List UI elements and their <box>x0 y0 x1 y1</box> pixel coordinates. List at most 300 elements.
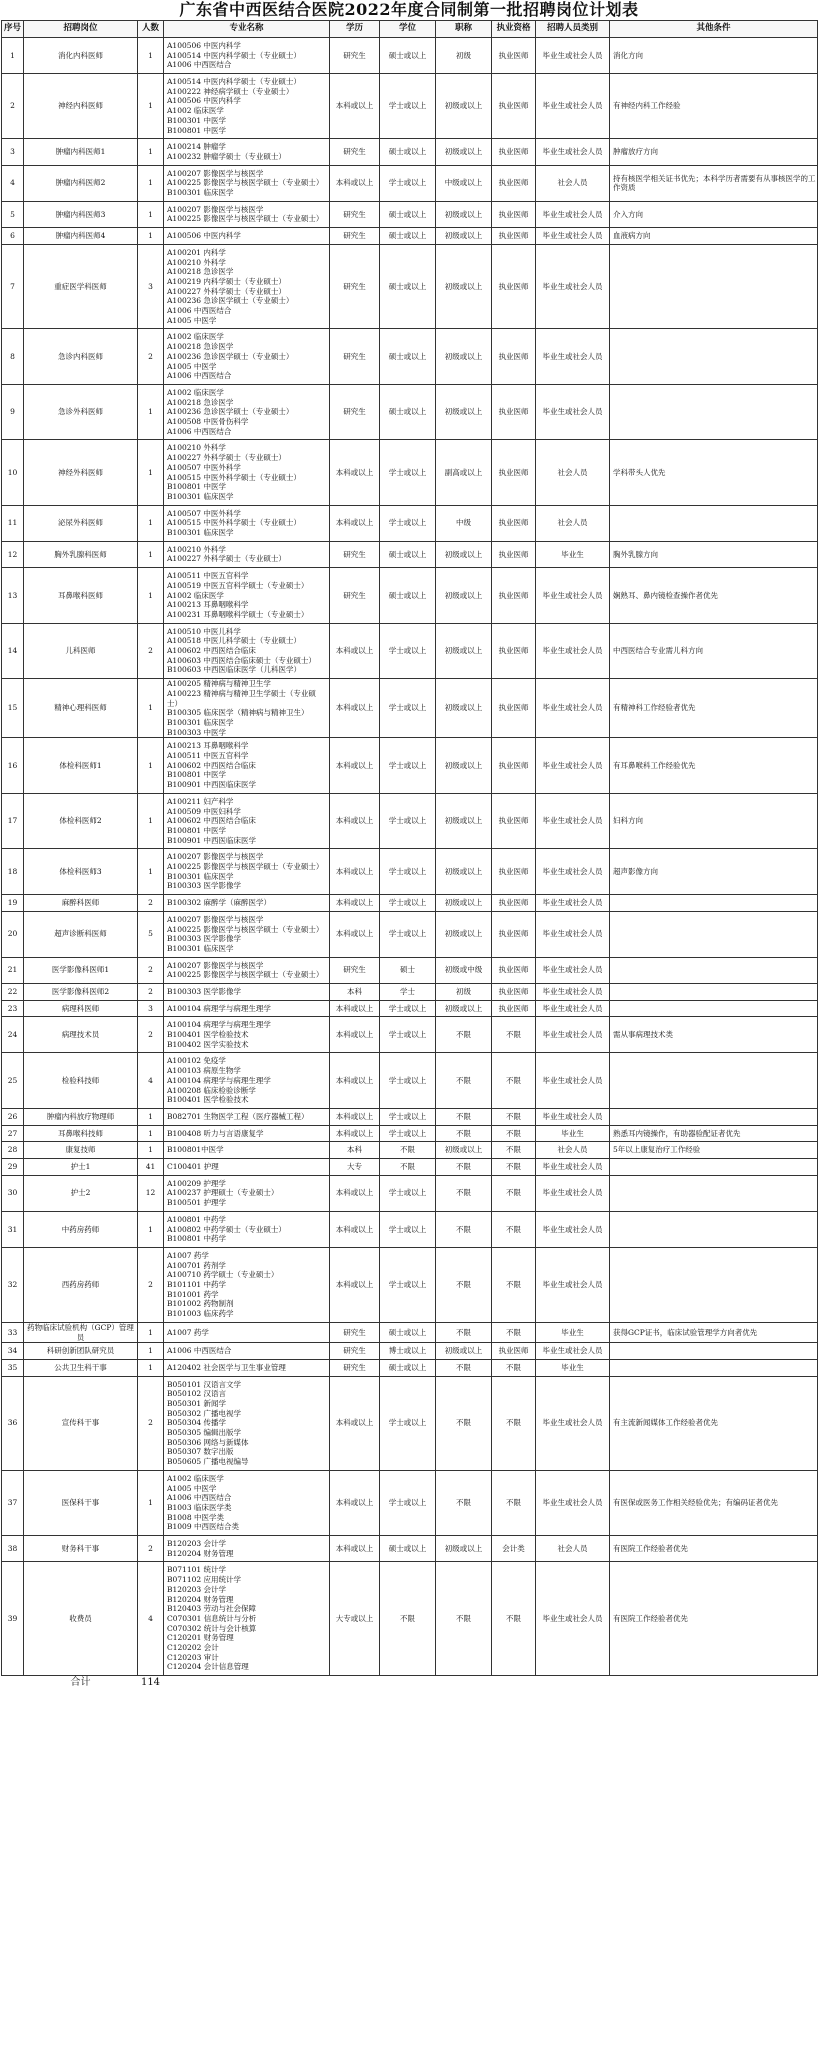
cell-count: 1 <box>138 384 164 440</box>
cell-post: 麻醉科医师 <box>24 895 138 912</box>
cell-notes: 妇科方向 <box>610 793 818 849</box>
cell-post: 耳鼻喉科技师 <box>24 1125 138 1142</box>
cell-count: 2 <box>138 1376 164 1470</box>
cell-category: 毕业生或社会人员 <box>536 244 610 329</box>
cell-majors: A100207 影像医学与核医学 A100225 影像医学与核医学硕士（专业硕士） B100301 临床医学 B100303 医学影像学 <box>164 849 330 895</box>
cell-qualification: 执业医师 <box>492 679 536 738</box>
cell-education: 本科或以上 <box>330 911 380 957</box>
cell-category: 毕业生或社会人员 <box>536 679 610 738</box>
cell-no: 36 <box>2 1376 24 1470</box>
cell-count: 3 <box>138 244 164 329</box>
cell-notes: 中西医结合专业需儿科方向 <box>610 623 818 679</box>
cell-notes: 需从事病理技术类 <box>610 1017 818 1053</box>
cell-title: 初级 <box>436 984 492 1001</box>
cell-majors: A100207 影像医学与核医学 A100225 影像医学与核医学硕士（专业硕士） <box>164 957 330 983</box>
cell-category: 毕业生或社会人员 <box>536 623 610 679</box>
total-row <box>2 1676 818 1691</box>
cell-degree: 硕士或以上 <box>380 1536 436 1562</box>
header-qualification: 执业资格 <box>492 21 536 38</box>
table-row <box>2 228 818 245</box>
cell-no: 2 <box>2 74 24 139</box>
cell-post: 财务科干事 <box>24 1536 138 1562</box>
table-row <box>2 1053 818 1109</box>
cell-degree: 不限 <box>380 1142 436 1159</box>
cell-count: 2 <box>138 957 164 983</box>
cell-majors: A1002 临床医学 A100218 急诊医学 A100236 急诊医学硕士（专业硕士） A100508 中医骨伤科学 A1006 中西医结合 <box>164 384 330 440</box>
cell-notes <box>610 1175 818 1211</box>
cell-no: 12 <box>2 541 24 567</box>
cell-category: 毕业生 <box>536 1322 610 1342</box>
cell-majors: B100303 医学影像学 <box>164 984 330 1001</box>
cell-degree: 学士或以上 <box>380 895 436 912</box>
cell-qualification: 执业医师 <box>492 911 536 957</box>
table-row <box>2 1247 818 1322</box>
recruitment-table <box>1 20 818 1690</box>
cell-majors: B120203 会计学 B120204 财务管理 <box>164 1536 330 1562</box>
header-no: 序号 <box>2 21 24 38</box>
table-header-row <box>2 21 818 38</box>
cell-no: 16 <box>2 738 24 794</box>
cell-post: 体检科医师2 <box>24 793 138 849</box>
cell-category: 毕业生或社会人员 <box>536 1247 610 1322</box>
table-row <box>2 1175 818 1211</box>
cell-education: 本科或以上 <box>330 1470 380 1535</box>
cell-majors: A100201 内科学 A100210 外科学 A100218 急诊医学 A100219 内科学硕士（专业硕士） A100227 外科学硕士（专业硕士） A100236 急诊医学硕士（专业硕士） A1006 中西医结合 A1005 中医学 <box>164 244 330 329</box>
cell-majors: A100506 中医内科学 <box>164 228 330 245</box>
cell-degree: 学士或以上 <box>380 1247 436 1322</box>
cell-qualification: 不限 <box>492 1125 536 1142</box>
cell-notes: 胸外乳腺方向 <box>610 541 818 567</box>
cell-category: 毕业生或社会人员 <box>536 1470 610 1535</box>
cell-education: 研究生 <box>330 228 380 245</box>
total-filler <box>164 1676 818 1691</box>
cell-majors: A100510 中医儿科学 A100518 中医儿科学硕士（专业硕士） A100602 中西医结合临床 A100603 中西医结合临床硕士（专业硕士） B100603 中西医临床医学（儿科医学） <box>164 623 330 679</box>
cell-title: 不限 <box>436 1175 492 1211</box>
table-row <box>2 1125 818 1142</box>
cell-education: 研究生 <box>330 1343 380 1360</box>
cell-qualification: 不限 <box>492 1322 536 1342</box>
table-row <box>2 1343 818 1360</box>
cell-count: 1 <box>138 1108 164 1125</box>
cell-degree: 学士或以上 <box>380 1000 436 1017</box>
cell-count: 1 <box>138 793 164 849</box>
cell-post: 病理科医师 <box>24 1000 138 1017</box>
cell-count: 1 <box>138 74 164 139</box>
cell-post: 超声诊断科医师 <box>24 911 138 957</box>
table-row <box>2 1562 818 1676</box>
cell-education: 研究生 <box>330 541 380 567</box>
table-row <box>2 1159 818 1176</box>
cell-majors: C100401 护理 <box>164 1159 330 1176</box>
cell-post: 药物临床试验机构（GCP）管理员 <box>24 1322 138 1342</box>
cell-qualification: 执业医师 <box>492 38 536 74</box>
cell-title: 初级或以上 <box>436 139 492 165</box>
cell-post: 康复技师 <box>24 1142 138 1159</box>
cell-title: 中级或以上 <box>436 165 492 201</box>
cell-notes <box>610 957 818 983</box>
cell-qualification: 执业医师 <box>492 623 536 679</box>
cell-title: 初级或以上 <box>436 793 492 849</box>
cell-count: 1 <box>138 1322 164 1342</box>
header-degree: 学位 <box>380 21 436 38</box>
cell-title: 不限 <box>436 1017 492 1053</box>
cell-post: 肿瘤内科医师1 <box>24 139 138 165</box>
cell-post: 宣传科干事 <box>24 1376 138 1470</box>
cell-count: 1 <box>138 1142 164 1159</box>
cell-qualification: 执业医师 <box>492 957 536 983</box>
cell-degree: 不限 <box>380 1562 436 1676</box>
cell-degree: 硕士或以上 <box>380 329 436 385</box>
cell-category: 毕业生或社会人员 <box>536 1343 610 1360</box>
table-row <box>2 38 818 74</box>
cell-degree: 硕士或以上 <box>380 1322 436 1342</box>
table-row <box>2 957 818 983</box>
cell-education: 本科或以上 <box>330 1211 380 1247</box>
cell-majors: A100801 中药学 A100802 中药学硕士（专业硕士） B100801 中药学 <box>164 1211 330 1247</box>
cell-notes: 有主流新闻媒体工作经验者优先 <box>610 1376 818 1470</box>
cell-notes <box>610 1359 818 1376</box>
cell-qualification: 不限 <box>492 1247 536 1322</box>
cell-qualification: 不限 <box>492 1211 536 1247</box>
cell-degree: 硕士或以上 <box>380 201 436 227</box>
cell-no: 22 <box>2 984 24 1001</box>
cell-category: 毕业生或社会人员 <box>536 38 610 74</box>
cell-degree: 学士或以上 <box>380 911 436 957</box>
cell-education: 研究生 <box>330 957 380 983</box>
cell-post: 肿瘤内科医师3 <box>24 201 138 227</box>
cell-count: 2 <box>138 329 164 385</box>
cell-degree: 学士或以上 <box>380 1125 436 1142</box>
cell-degree: 学士或以上 <box>380 1175 436 1211</box>
cell-degree: 硕士 <box>380 957 436 983</box>
cell-title: 初级或以上 <box>436 623 492 679</box>
cell-education: 大专 <box>330 1159 380 1176</box>
cell-title: 初级或以上 <box>436 1000 492 1017</box>
cell-no: 8 <box>2 329 24 385</box>
cell-count: 2 <box>138 1536 164 1562</box>
cell-category: 毕业生或社会人员 <box>536 228 610 245</box>
cell-notes: 获得GCP证书，临床试验管理学方向者优先 <box>610 1322 818 1342</box>
cell-no: 34 <box>2 1343 24 1360</box>
cell-majors: A100205 精神病与精神卫生学 A100223 精神病与精神卫生学硕士（专业硕士） B100305 临床医学（精神病与精神卫生） B100301 临床医学 B100303 中医学 <box>164 679 330 738</box>
cell-title: 初级或以上 <box>436 568 492 624</box>
cell-no: 30 <box>2 1175 24 1211</box>
cell-notes <box>610 505 818 541</box>
cell-no: 4 <box>2 165 24 201</box>
table-row <box>2 623 818 679</box>
cell-category: 毕业生或社会人员 <box>536 1562 610 1676</box>
cell-qualification: 执业医师 <box>492 793 536 849</box>
cell-category: 毕业生或社会人员 <box>536 384 610 440</box>
cell-degree: 硕士或以上 <box>380 139 436 165</box>
cell-education: 本科 <box>330 984 380 1001</box>
cell-notes: 超声影像方向 <box>610 849 818 895</box>
cell-no: 21 <box>2 957 24 983</box>
cell-title: 初级或以上 <box>436 895 492 912</box>
cell-qualification: 执业医师 <box>492 505 536 541</box>
cell-education: 研究生 <box>330 568 380 624</box>
cell-qualification: 不限 <box>492 1142 536 1159</box>
cell-education: 研究生 <box>330 38 380 74</box>
table-row <box>2 384 818 440</box>
total-label: 合计 <box>70 1677 91 1689</box>
cell-category: 毕业生或社会人员 <box>536 1108 610 1125</box>
cell-qualification: 不限 <box>492 1376 536 1470</box>
cell-no: 11 <box>2 505 24 541</box>
cell-category: 社会人员 <box>536 440 610 505</box>
cell-category: 毕业生或社会人员 <box>536 139 610 165</box>
cell-category: 毕业生或社会人员 <box>536 984 610 1001</box>
cell-education: 本科或以上 <box>330 1017 380 1053</box>
cell-category: 毕业生或社会人员 <box>536 911 610 957</box>
cell-count: 2 <box>138 984 164 1001</box>
header-title: 职称 <box>436 21 492 38</box>
cell-category: 毕业生 <box>536 1125 610 1142</box>
cell-majors: A100213 耳鼻咽喉科学 A100511 中医五官科学 A100602 中西医结合临床 B100801 中医学 B100901 中西医临床医学 <box>164 738 330 794</box>
cell-post: 体检科医师1 <box>24 738 138 794</box>
cell-qualification: 执业医师 <box>492 139 536 165</box>
cell-post: 重症医学科医师 <box>24 244 138 329</box>
cell-notes: 肿瘤放疗方向 <box>610 139 818 165</box>
cell-post: 耳鼻喉科医师 <box>24 568 138 624</box>
cell-post: 医学影像科医师2 <box>24 984 138 1001</box>
cell-title: 副高或以上 <box>436 440 492 505</box>
cell-no: 9 <box>2 384 24 440</box>
table-row <box>2 679 818 738</box>
cell-category: 毕业生或社会人员 <box>536 568 610 624</box>
cell-title: 初级或以上 <box>436 74 492 139</box>
cell-category: 毕业生 <box>536 541 610 567</box>
cell-no: 19 <box>2 895 24 912</box>
cell-category: 毕业生或社会人员 <box>536 201 610 227</box>
cell-notes: 介入方向 <box>610 201 818 227</box>
cell-no: 27 <box>2 1125 24 1142</box>
cell-count: 1 <box>138 1125 164 1142</box>
cell-majors: A100514 中医内科学硕士（专业硕士） A100222 神经病学硕士（专业硕士） A100506 中医内科学 A1002 临床医学 B100301 中医学 B100801 中医学 <box>164 74 330 139</box>
cell-no: 10 <box>2 440 24 505</box>
cell-majors: A100211 妇产科学 A100509 中医妇科学 A100602 中西医结合临床 B100801 中医学 B100901 中西医临床医学 <box>164 793 330 849</box>
cell-no: 31 <box>2 1211 24 1247</box>
cell-title: 不限 <box>436 1247 492 1322</box>
table-row <box>2 984 818 1001</box>
cell-no: 33 <box>2 1322 24 1342</box>
cell-notes: 熟悉耳内镜操作，有助器验配证者优先 <box>610 1125 818 1142</box>
cell-majors: B071101 统计学 B071102 应用统计学 B120203 会计学 B120204 财务管理 B120403 劳动与社会保障 C070301 信息统计与分析 C070302 统计与会计核算 C120201 财务管理 C120202 会计 C120203 审计 C120204 会计信息管理 <box>164 1562 330 1676</box>
cell-no: 37 <box>2 1470 24 1535</box>
cell-category: 毕业生或社会人员 <box>536 1211 610 1247</box>
cell-count: 1 <box>138 849 164 895</box>
cell-notes: 5年以上康复治疗工作经验 <box>610 1142 818 1159</box>
cell-majors: A100214 肿瘤学 A100232 肿瘤学硕士（专业硕士） <box>164 139 330 165</box>
cell-count: 1 <box>138 1359 164 1376</box>
cell-category: 毕业生或社会人员 <box>536 329 610 385</box>
cell-majors: A100506 中医内科学 A100514 中医内科学硕士（专业硕士） A1006 中西医结合 <box>164 38 330 74</box>
cell-category: 毕业生 <box>536 1359 610 1376</box>
cell-notes: 消化方向 <box>610 38 818 74</box>
cell-count: 1 <box>138 165 164 201</box>
header-count: 人数 <box>138 21 164 38</box>
cell-title: 不限 <box>436 1322 492 1342</box>
cell-majors: A100207 影像医学与核医学 A100225 影像医学与核医学硕士（专业硕士） <box>164 201 330 227</box>
cell-title: 初级或以上 <box>436 911 492 957</box>
cell-degree: 学士或以上 <box>380 440 436 505</box>
cell-qualification: 不限 <box>492 1053 536 1109</box>
cell-education: 本科或以上 <box>330 505 380 541</box>
cell-notes <box>610 1159 818 1176</box>
cell-education: 本科 <box>330 1142 380 1159</box>
cell-no: 26 <box>2 1108 24 1125</box>
table-row <box>2 201 818 227</box>
cell-category: 毕业生或社会人员 <box>536 1175 610 1211</box>
cell-qualification: 执业医师 <box>492 1343 536 1360</box>
cell-education: 本科或以上 <box>330 74 380 139</box>
cell-degree: 学士或以上 <box>380 1470 436 1535</box>
cell-count: 1 <box>138 1211 164 1247</box>
table-row <box>2 1470 818 1535</box>
cell-notes <box>610 1108 818 1125</box>
table-row <box>2 738 818 794</box>
cell-majors: A1006 中西医结合 <box>164 1343 330 1360</box>
cell-title: 初级或以上 <box>436 228 492 245</box>
cell-title: 初级或以上 <box>436 738 492 794</box>
cell-no: 1 <box>2 38 24 74</box>
cell-title: 不限 <box>436 1108 492 1125</box>
cell-category: 社会人员 <box>536 1142 610 1159</box>
cell-qualification: 执业医师 <box>492 738 536 794</box>
cell-category: 毕业生或社会人员 <box>536 74 610 139</box>
table-row <box>2 329 818 385</box>
cell-majors: A100210 外科学 A100227 外科学硕士（专业硕士） <box>164 541 330 567</box>
cell-title: 初级或以上 <box>436 1536 492 1562</box>
cell-majors: A100507 中医外科学 A100515 中医外科学硕士（专业硕士） B100301 临床医学 <box>164 505 330 541</box>
cell-qualification: 执业医师 <box>492 201 536 227</box>
table-row <box>2 74 818 139</box>
cell-count: 5 <box>138 911 164 957</box>
table-row <box>2 793 818 849</box>
cell-education: 研究生 <box>330 201 380 227</box>
table-row <box>2 849 818 895</box>
cell-post: 科研创新团队研究员 <box>24 1343 138 1360</box>
cell-title: 不限 <box>436 1562 492 1676</box>
cell-post: 病理技术员 <box>24 1017 138 1053</box>
cell-post: 肿瘤内科医师4 <box>24 228 138 245</box>
cell-title: 不限 <box>436 1376 492 1470</box>
cell-majors: A1007 药学 A100701 药剂学 A100710 药学硕士（专业硕士） B101101 中药学 B101001 药学 B101002 药物制剂 B101003 临床药学 <box>164 1247 330 1322</box>
cell-majors: B100408 听力与言语康复学 <box>164 1125 330 1142</box>
cell-qualification: 不限 <box>492 1175 536 1211</box>
table-row <box>2 1359 818 1376</box>
cell-majors: A120402 社会医学与卫生事业管理 <box>164 1359 330 1376</box>
cell-degree: 学士或以上 <box>380 1053 436 1109</box>
cell-category: 毕业生或社会人员 <box>536 1376 610 1470</box>
cell-count: 1 <box>138 139 164 165</box>
cell-no: 5 <box>2 201 24 227</box>
cell-majors: A100209 护理学 A100237 护理硕士（专业硕士） B100501 护理学 <box>164 1175 330 1211</box>
cell-education: 研究生 <box>330 384 380 440</box>
cell-education: 本科或以上 <box>330 895 380 912</box>
cell-title: 中级 <box>436 505 492 541</box>
cell-education: 本科或以上 <box>330 793 380 849</box>
cell-post: 消化内科医师 <box>24 38 138 74</box>
cell-education: 研究生 <box>330 1359 380 1376</box>
cell-education: 本科或以上 <box>330 679 380 738</box>
cell-qualification: 不限 <box>492 1470 536 1535</box>
cell-notes: 有神经内科工作经验 <box>610 74 818 139</box>
cell-post: 西药房药师 <box>24 1247 138 1322</box>
cell-title: 不限 <box>436 1125 492 1142</box>
cell-qualification: 不限 <box>492 1108 536 1125</box>
cell-qualification: 会计类 <box>492 1536 536 1562</box>
cell-category: 社会人员 <box>536 165 610 201</box>
cell-degree: 学士或以上 <box>380 849 436 895</box>
cell-majors: A1002 临床医学 A100218 急诊医学 A100236 急诊医学硕士（专业硕士） A1005 中医学 A1006 中西医结合 <box>164 329 330 385</box>
cell-post: 急诊外科医师 <box>24 384 138 440</box>
cell-education: 本科或以上 <box>330 440 380 505</box>
cell-count: 12 <box>138 1175 164 1211</box>
cell-majors: B100302 麻醉学（麻醉医学） <box>164 895 330 912</box>
cell-no: 7 <box>2 244 24 329</box>
header-majors: 专业名称 <box>164 21 330 38</box>
cell-degree: 硕士或以上 <box>380 244 436 329</box>
cell-count: 4 <box>138 1053 164 1109</box>
cell-title: 初级 <box>436 38 492 74</box>
total-label-spacer <box>2 1676 24 1691</box>
cell-degree: 学士或以上 <box>380 165 436 201</box>
table-body <box>2 38 818 1676</box>
cell-title: 初级或以上 <box>436 201 492 227</box>
cell-degree: 硕士或以上 <box>380 228 436 245</box>
cell-category: 毕业生或社会人员 <box>536 1017 610 1053</box>
cell-qualification: 执业医师 <box>492 329 536 385</box>
cell-qualification: 执业医师 <box>492 244 536 329</box>
cell-qualification: 执业医师 <box>492 895 536 912</box>
cell-majors: A100207 影像医学与核医学 A100225 影像医学与核医学硕士（专业硕士） B100303 医学影像学 B100301 临床医学 <box>164 911 330 957</box>
cell-title: 初级或以上 <box>436 541 492 567</box>
cell-notes: 有耳鼻喉科工作经验优先 <box>610 738 818 794</box>
cell-title: 初级或以上 <box>436 244 492 329</box>
cell-post: 儿科医师 <box>24 623 138 679</box>
table-row <box>2 895 818 912</box>
cell-no: 20 <box>2 911 24 957</box>
cell-no: 38 <box>2 1536 24 1562</box>
cell-qualification: 不限 <box>492 1562 536 1676</box>
header-category: 招聘人员类别 <box>536 21 610 38</box>
table-row <box>2 1000 818 1017</box>
cell-category: 毕业生或社会人员 <box>536 1159 610 1176</box>
cell-degree: 学士或以上 <box>380 1376 436 1470</box>
cell-degree: 硕士或以上 <box>380 384 436 440</box>
table-row <box>2 139 818 165</box>
cell-post: 护士2 <box>24 1175 138 1211</box>
cell-post: 急诊内科医师 <box>24 329 138 385</box>
cell-title: 不限 <box>436 1053 492 1109</box>
cell-post: 收费员 <box>24 1562 138 1676</box>
cell-education: 大专或以上 <box>330 1562 380 1676</box>
cell-qualification: 执业医师 <box>492 1000 536 1017</box>
cell-notes: 有医院工作经验者优先 <box>610 1562 818 1676</box>
cell-no: 6 <box>2 228 24 245</box>
cell-qualification: 不限 <box>492 1359 536 1376</box>
cell-category: 毕业生或社会人员 <box>536 957 610 983</box>
cell-education: 本科或以上 <box>330 1376 380 1470</box>
cell-degree: 学士或以上 <box>380 505 436 541</box>
cell-count: 1 <box>138 1470 164 1535</box>
cell-category: 毕业生或社会人员 <box>536 849 610 895</box>
cell-education: 本科或以上 <box>330 1053 380 1109</box>
cell-no: 23 <box>2 1000 24 1017</box>
cell-title: 不限 <box>436 1159 492 1176</box>
cell-qualification: 执业医师 <box>492 165 536 201</box>
